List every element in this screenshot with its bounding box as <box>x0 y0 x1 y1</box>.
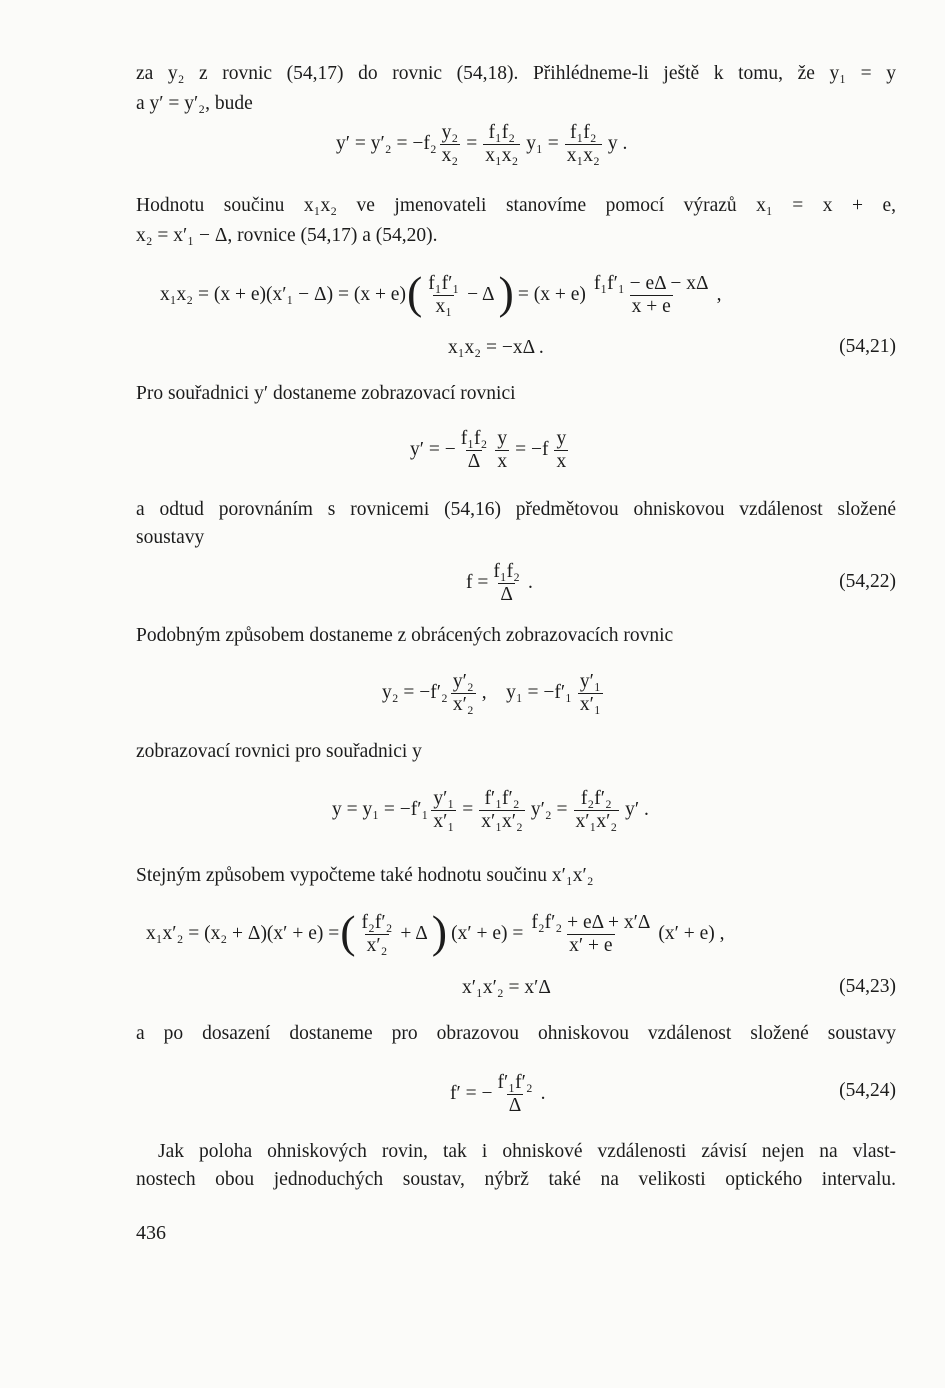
paragraph-line: nostech obou jednoduchých soustav, nýbrž také na velikosti optického intervalu. <box>136 1169 896 1190</box>
fraction: $\frac{\text{f′₁f′₂}}{\Delta}$ <box>497 1071 533 1116</box>
equation-y-prime: y′ = y′₂ = −f₂ $\frac{\text{y₂}}{\text{x₂}}$ = $\frac{\text{f₁f₂}}{\text{x₁x₂}}$ y₁ = $\frac{\text{f₁f₂}}{\text{x₁x₂}}$ y . <box>336 121 628 166</box>
fraction: $\frac{y}{x}$ <box>497 427 508 472</box>
paragraph-line: Jak poloha ohniskových rovin, tak i ohniskové vzdálenosti závisí nejen na vlast- <box>158 1141 896 1162</box>
equation-x1x2: x₁x₂ = (x + e)(x′₁ − Δ) = (x + e) ( $\frac{\text{f₁f′₁}}{\text{x₁}}$ − Δ ) = (x + e) $\frac{\text{f₁f′₁ − eΔ − xΔ}}{x + e}$ , <box>160 267 722 318</box>
equation-number: (54,24) <box>839 1080 896 1101</box>
fraction: $\frac{\text{f′₁f′₂}}{\text{x′₁x′₂}}$ <box>481 787 523 832</box>
equation-number: (54,21) <box>839 336 896 357</box>
equation-y-prime-imaging: y′ = − $\frac{\text{f₁f₂}}{\Delta}$ $\frac{y}{x}$ = −f $\frac{y}{x}$ <box>410 427 567 472</box>
paragraph-line: Pro souřadnici y′ dostaneme zobrazovací rovnici <box>136 383 516 404</box>
paragraph-line: zobrazovací rovnici pro souřadnici y <box>136 741 422 762</box>
fraction: $\frac{\text{f₁f₂}}{\text{x₁x₂}}$ <box>485 121 519 166</box>
fraction: $\frac{\text{y′₁}}{\text{x′₁}}$ <box>433 787 455 832</box>
eq-text: y′ = y′₂ = −f₂ <box>336 133 437 154</box>
fraction: $\frac{\text{f₁f₂}}{\Delta}$ <box>493 560 520 605</box>
equation-x1x2prime: x₁x′₂ = (x₂ + Δ)(x′ + e) = ( $\frac{\text{f₂f′₂}}{\text{x′₂}}$ + Δ ) (x′ + e) = $\frac{\text{f₂f′₂ + eΔ + x′Δ}}{x' + e}$ (x′ + e) , <box>146 906 725 957</box>
equation-number: (54,23) <box>839 976 896 997</box>
paragraph-line: Stejným způsobem vypočteme také hodnotu součinu x′₁x′₂ <box>136 865 594 886</box>
paragraph-line: soustavy <box>136 527 205 548</box>
fraction: $\frac{\text{f₁f₂}}{\Delta}$ <box>460 427 488 472</box>
paragraph-line: a po dosazení dostaneme pro obrazovou ohniskovou vzdálenost složené soustavy <box>136 1023 896 1044</box>
fraction: $\frac{\text{y₂}}{\text{x₂}}$ <box>441 121 459 166</box>
fraction: $\frac{\text{f₂f′₂ + eΔ + x′Δ}}{x' + e}$ <box>531 911 651 956</box>
fraction: $\frac{\text{f₁f′₁ − eΔ − xΔ}}{x + e}$ <box>593 272 709 317</box>
paragraph-line: Hodnotu součinu x₁x₂ ve jmenovateli stanovíme pomocí výrazů x₁ = x + e, <box>136 195 896 216</box>
paragraph-line: a y′ = y′₂, bude <box>136 93 253 114</box>
equation-y: y = y₁ = −f′₁ $\frac{\text{y′₁}}{\text{x′₁}}$ = $\frac{\text{f′₁f′₂}}{\text{x′₁x′₂}}$ y′₂ = $\frac{\text{f₂f′₂}}{\text{x′₁x′₂}}$ y′ . <box>332 787 649 832</box>
equation-inverse: y₂ = −f′₂ $\frac{\text{y′₂}}{\text{x′₂}}$ , y₁ = −f′₁ $\frac{\text{y′₁}}{\text{x′₁}}$ <box>382 670 601 715</box>
equation-54-21: x₁x₂ = −xΔ . (54,21) <box>448 336 896 358</box>
paragraph-line: za y₂ z rovnic (54,17) do rovnic (54,18). Přihlédneme-li ještě k tomu, že y₁ = y <box>136 63 896 84</box>
equation-54-24: f′ = − $\frac{\text{f′₁f′₂}}{\Delta}$ . (54,24) <box>450 1071 896 1116</box>
fraction: $\frac{y}{x}$ <box>556 427 567 472</box>
paragraph-line: x₂ = x′₁ − Δ, rovnice (54,17) a (54,20). <box>136 225 438 246</box>
fraction: $\frac{\text{y′₂}}{\text{x′₂}}$ <box>452 670 474 715</box>
fraction: $\frac{\text{f₂f′₂}}{\text{x′₁x′₂}}$ <box>575 787 618 832</box>
paragraph-line: Podobným způsobem dostaneme z obrácených zobrazovacích rovnic <box>136 625 674 646</box>
fraction: $\frac{\text{f₁f′₁}}{\text{x₁}}$ <box>428 272 460 317</box>
fraction: $\frac{\text{y′₁}}{\text{x′₁}}$ <box>579 670 601 715</box>
paragraph-line: a odtud porovnáním s rovnicemi (54,16) předmětovou ohniskovou vzdálenost složené <box>136 499 896 520</box>
fraction: $\frac{\text{f₁f₂}}{\text{x₁x₂}}$ <box>566 121 600 166</box>
equation-number: (54,22) <box>839 571 896 592</box>
equation-54-23: x′₁x′₂ = x′Δ (54,23) <box>462 976 896 998</box>
fraction: $\frac{\text{f₂f′₂}}{\text{x′₂}}$ <box>361 911 393 956</box>
equation-54-22: f = $\frac{\text{f₁f₂}}{\Delta}$ . (54,22) <box>466 560 896 605</box>
page-number: 436 <box>136 1222 166 1244</box>
